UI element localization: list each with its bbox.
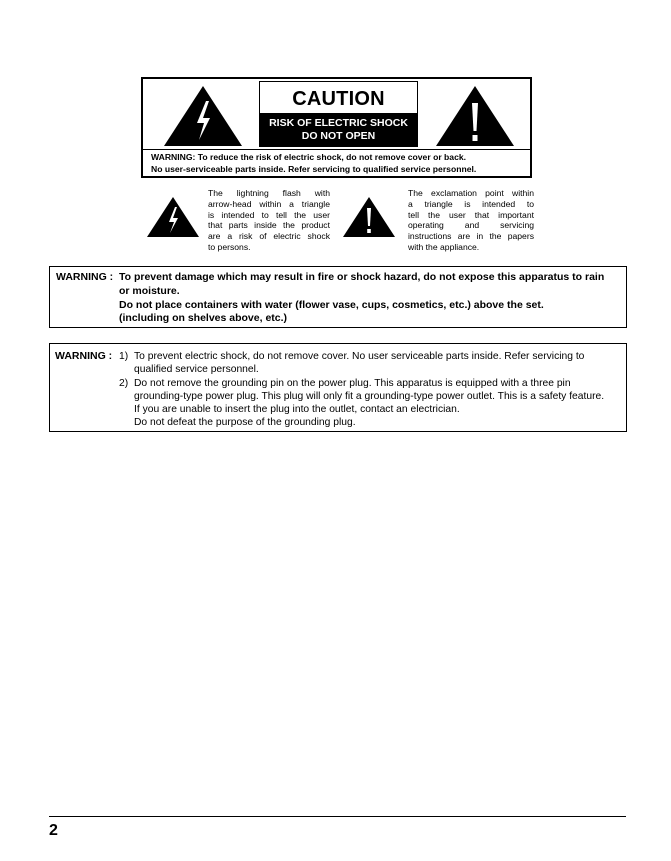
caution-subtitle [260,113,417,146]
explanation-line: with the appliance. [408,241,480,252]
warning-box-fire [49,266,627,328]
explanation-line: The lightning flash with [208,188,330,198]
explanation-line: The exclamation point within [408,188,534,198]
lightning-triangle-icon [163,85,243,147]
explanation-line: a triangle is intended to [408,198,534,209]
warning-item-number: 2) [119,378,129,389]
warning-line: If you are unable to insert the plug into the outlet, contact an electrician. [134,404,460,415]
caution-warning-line: No user-serviceable parts inside. Refer servicing to qualified service personnel. [151,163,477,174]
warning-line: grounding-type power plug. This plug will only fit a grounding-type power outlet. This is a safety feature. [134,391,605,402]
warning-label: WARNING : [55,350,113,362]
page-number: 2 [49,822,58,839]
warning-line: Do not place containers with water (flower vase, cups, cosmetics, etc.) above the set. [119,298,544,311]
warning-line: Do not defeat the purpose of the grounding plug. [134,417,356,428]
caution-subtitle-line: DO NOT OPEN [301,129,376,142]
explanation-line: arrow-head within a triangle [208,198,330,209]
explanation-line: instructions are in the papers [408,231,534,242]
caution-title: CAUTION [292,88,385,110]
explanation-line: is intended to tell the user [208,209,330,220]
warning-item-text [134,377,604,429]
lightning-explanation [208,188,330,253]
warning-line: To prevent electric shock, do not remove cover. No user serviceable parts inside. Refer servicing to [134,351,585,362]
explanation-line: are a risk of electric shock [208,231,330,242]
exclamation-explanation [408,188,534,253]
warning-label: WARNING : [56,271,114,283]
footer-divider [49,816,626,817]
warning-item-text [134,350,584,376]
explanation-line: to persons. [208,241,251,252]
lightning-triangle-icon [146,196,200,238]
caution-warning-line: WARNING: To reduce the risk of electric shock, do not remove cover or back. [151,152,467,162]
exclamation-triangle-icon [342,196,396,238]
warning-line: qualified service personnel. [134,364,259,375]
warning-line: To prevent damage which may result in fire or shock hazard, do not expose this apparatus to rain [119,271,605,283]
explanation-line: operating and servicing [408,220,534,231]
explanation-line: tell the user that important [408,209,534,220]
caution-label-box [141,77,532,178]
exclamation-triangle-icon [435,85,515,147]
warning-text [119,271,604,326]
warning-line: or moisture. [119,284,180,297]
caution-panel [259,81,418,147]
explanation-line: that parts inside the product [208,220,330,231]
warning-box-shock [49,343,627,432]
warning-item-number: 1) [119,351,129,362]
caution-warning-text [143,149,530,176]
warning-line: Do not remove the grounding pin on the power plug. This apparatus is equipped with a three pin [134,378,571,389]
caution-subtitle-line: RISK OF ELECTRIC SHOCK [269,117,408,129]
warning-line: (including on shelves above, etc.) [119,312,288,325]
